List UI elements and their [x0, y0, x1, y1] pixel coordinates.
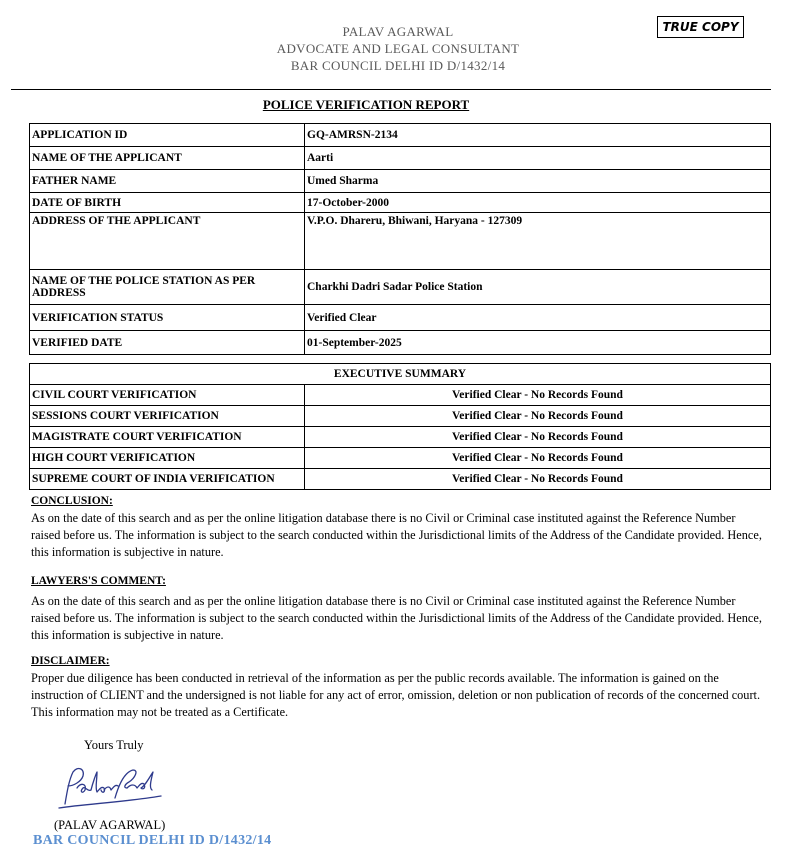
- table-row: [30, 170, 771, 193]
- table-row: [30, 331, 771, 355]
- summary-value: Verified Clear - No Records Found: [305, 406, 771, 427]
- summary-label: SUPREME COURT OF INDIA VERIFICATION: [30, 469, 305, 490]
- summary-value: Verified Clear - No Records Found: [305, 427, 771, 448]
- detail-label: APPLICATION ID: [30, 124, 305, 147]
- table-row: [30, 448, 771, 469]
- summary-value: Verified Clear - No Records Found: [305, 469, 771, 490]
- summary-value: Verified Clear - No Records Found: [305, 448, 771, 469]
- detail-value: GQ-AMRSN-2134: [305, 124, 771, 147]
- table-row: [30, 305, 771, 331]
- table-row: [30, 213, 771, 270]
- detail-value: Umed Sharma: [305, 170, 771, 193]
- handwritten-signature: [55, 764, 165, 812]
- disclaimer-text: Proper due diligence has been conducted in retrieval of the information as per the public records available. The information is gained on the instruction of CLIENT and the undersigned is not liable for any act of error, omission, deletion or non publication of records of the concerned court. This information may not be treated as a Certificate.: [31, 671, 761, 719]
- detail-label: ADDRESS OF THE APPLICANT: [30, 213, 305, 270]
- conclusion-text: As on the date of this search and as per the online litigation database there is no Civil or Criminal case instituted against the Reference Number raised before us. The information is subject to the search conducted within the Jurisdictional limits of the Address of the Candidate provided. Hence, this information is subjective in nature.: [31, 511, 762, 559]
- detail-label: FATHER NAME: [30, 170, 305, 193]
- detail-value: Charkhi Dadri Sadar Police Station: [305, 270, 771, 305]
- yours-truly: Yours Truly: [84, 738, 144, 752]
- disclaimer-section: [31, 653, 767, 721]
- lawyers-comment-heading: LAWYERS'S COMMENT:: [31, 575, 166, 587]
- summary-label: HIGH COURT VERIFICATION: [30, 448, 305, 469]
- applicant-details-table: [29, 123, 771, 355]
- table-row: [30, 124, 771, 147]
- detail-value: Aarti: [305, 147, 771, 170]
- conclusion-heading: CONCLUSION:: [31, 495, 113, 507]
- table-row: [30, 193, 771, 213]
- detail-value: Verified Clear: [305, 305, 771, 331]
- signatory-name: (PALAV AGARWAL): [54, 818, 166, 832]
- table-row: [30, 385, 771, 406]
- table-row: [30, 427, 771, 448]
- table-row: [30, 270, 771, 305]
- letterhead-bar-id: BAR COUNCIL DELHI ID D/1432/14: [290, 58, 506, 73]
- detail-label: NAME OF THE APPLICANT: [30, 147, 305, 170]
- lawyers-comment-text: As on the date of this search and as per the online litigation database there is no Civil or Criminal case instituted against the Reference Number raised before us. The information is subject to the search conducted within the Jurisdictional limits of the Address of the Candidate provided. Hence, this information is subjective in nature.: [31, 594, 762, 642]
- table-row: [30, 147, 771, 170]
- table-row: [30, 406, 771, 427]
- letterhead: [0, 23, 796, 74]
- detail-label: VERIFICATION STATUS: [30, 305, 305, 331]
- table-header-row: [30, 364, 771, 385]
- disclaimer-heading: DISCLAIMER:: [31, 655, 110, 667]
- detail-value: 17-October-2000: [305, 193, 771, 213]
- detail-value: V.P.O. Dhareru, Bhiwani, Haryana - 127309: [305, 213, 771, 270]
- detail-label: DATE OF BIRTH: [30, 193, 305, 213]
- detail-value: 01-September-2025: [305, 331, 771, 355]
- lawyers-comment-section: [31, 573, 767, 644]
- summary-label: CIVIL COURT VERIFICATION: [30, 385, 305, 406]
- conclusion-section: [31, 493, 767, 561]
- letterhead-title: ADVOCATE AND LEGAL CONSULTANT: [276, 41, 520, 56]
- summary-value: Verified Clear - No Records Found: [305, 385, 771, 406]
- detail-label: NAME OF THE POLICE STATION AS PER ADDRESS: [30, 270, 305, 305]
- true-copy-stamp: TRUE COPY: [657, 16, 744, 38]
- bar-council-id: BAR COUNCIL DELHI ID D/1432/14: [33, 833, 272, 848]
- table-row: [30, 469, 771, 490]
- header-divider: [11, 89, 771, 90]
- summary-label: SESSIONS COURT VERIFICATION: [30, 406, 305, 427]
- summary-heading: EXECUTIVE SUMMARY: [30, 364, 771, 385]
- letterhead-name: PALAV AGARWAL: [342, 24, 454, 39]
- report-title: POLICE VERIFICATION REPORT: [262, 97, 470, 112]
- executive-summary-table: [29, 363, 771, 490]
- summary-label: MAGISTRATE COURT VERIFICATION: [30, 427, 305, 448]
- detail-label: VERIFIED DATE: [30, 331, 305, 355]
